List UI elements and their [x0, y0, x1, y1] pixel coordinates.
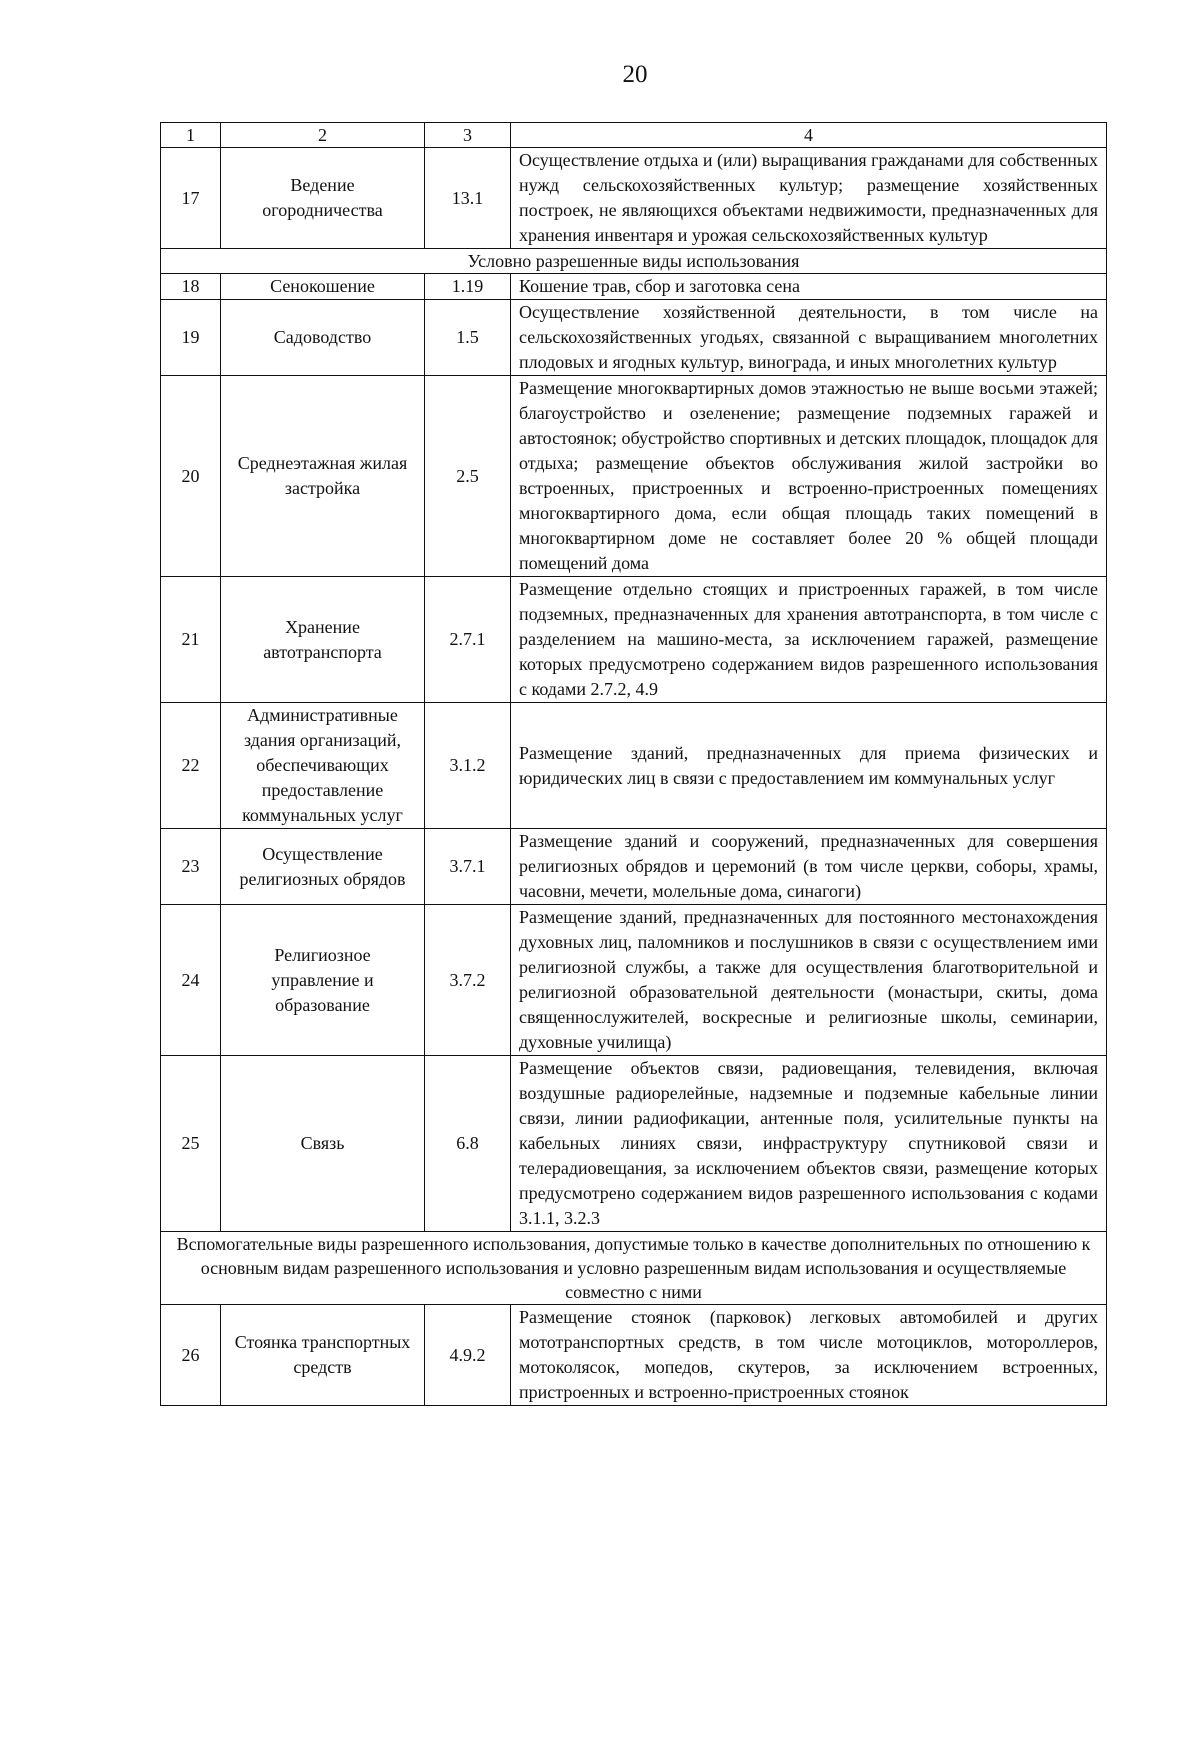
row-use-description: Размещение отдельно стоящих и пристроенных гаражей, в том числе подземных, предназначенных для хранения автотранспорта, в том числе с разделением на машино-места, за исключением гаражей, размещение которых предусмотрено содержанием видов разрешенного использования с кодами 2.7.2, 4.9 — [511, 577, 1107, 703]
row-use-name: Религиозное управление и образование — [221, 905, 425, 1056]
row-use-description: Кошение трав, сбор и заготовка сена — [511, 274, 1107, 300]
table-row — [161, 148, 1107, 249]
table-row — [161, 376, 1107, 577]
row-number: 24 — [161, 905, 221, 1056]
row-number: 26 — [161, 1305, 221, 1406]
row-use-code: 3.7.2 — [425, 905, 511, 1056]
section-title: Условно разрешенные виды использования — [161, 249, 1107, 274]
row-use-description: Размещение зданий, предназначенных для постоянного местонахождения духовных лиц, паломников и послушников в связи с осуществлением ими религиозной службы, а также для осуществления благотворительной и религиозной образовательной деятельности (монастыри, скиты, дома священнослужителей, воскресные и религиозные школы, семинарии, духовные училища) — [511, 905, 1107, 1056]
row-number: 17 — [161, 148, 221, 249]
row-use-code: 1.19 — [425, 274, 511, 300]
column-number-4: 4 — [511, 123, 1107, 148]
row-use-name: Стоянка транспортных средств — [221, 1305, 425, 1406]
column-number-row — [161, 123, 1107, 148]
row-use-description: Размещение зданий и сооружений, предназначенных для совершения религиозных обрядов и церемоний (в том числе церкви, соборы, храмы, часовни, мечети, молельные дома, синагоги) — [511, 829, 1107, 905]
row-use-code: 2.7.1 — [425, 577, 511, 703]
row-use-code: 3.1.2 — [425, 703, 511, 829]
column-number-1: 1 — [161, 123, 221, 148]
row-use-description: Осуществление отдыха и (или) выращивания гражданами для собственных нужд сельскохозяйственных культур; размещение хозяйственных построек, не являющихся объектами недвижимости, предназначенных для хранения инвентаря и урожая сельскохозяйственных культур — [511, 148, 1107, 249]
row-use-description: Размещение объектов связи, радиовещания, телевидения, включая воздушные радиорелейные, надземные и подземные кабельные линии связи, линии радиофикации, антенные поля, усилительные пункты на кабельных линиях связи, инфраструктуру спутниковой связи и телерадиовещания, за исключением объектов связи, размещение которых предусмотрено содержанием видов разрешенного использования с кодами 3.1.1, 3.2.3 — [511, 1056, 1107, 1232]
row-use-name: Хранение автотранспорта — [221, 577, 425, 703]
row-use-name: Сенокошение — [221, 274, 425, 300]
row-use-description: Размещение стоянок (парковок) легковых автомобилей и других мототранспортных средств, в том числе мотоциклов, мотороллеров, мотоколясок, мопедов, скутеров, за исключением встроенных, пристроенных и встроенно-пристроенных стоянок — [511, 1305, 1107, 1406]
row-use-code: 6.8 — [425, 1056, 511, 1232]
row-number: 19 — [161, 300, 221, 376]
row-use-name: Осуществление религиозных обрядов — [221, 829, 425, 905]
row-use-description: Осуществление хозяйственной деятельности, в том числе на сельскохозяйственных угодьях, связанной с выращиванием многолетних плодовых и ягодных культур, винограда, и иных многолетних культур — [511, 300, 1107, 376]
row-number: 23 — [161, 829, 221, 905]
table-row — [161, 703, 1107, 829]
row-number: 18 — [161, 274, 221, 300]
table-row — [161, 274, 1107, 300]
row-use-name: Ведение огородничества — [221, 148, 425, 249]
column-number-2: 2 — [221, 123, 425, 148]
row-use-name: Административные здания организаций, обеспечивающих предоставление коммунальных услуг — [221, 703, 425, 829]
column-number-3: 3 — [425, 123, 511, 148]
row-number: 25 — [161, 1056, 221, 1232]
row-use-name: Связь — [221, 1056, 425, 1232]
row-use-code: 2.5 — [425, 376, 511, 577]
table-row — [161, 300, 1107, 376]
row-use-description: Размещение зданий, предназначенных для приема физических и юридических лиц в связи с предоставлением им коммунальных услуг — [511, 703, 1107, 829]
row-use-code: 4.9.2 — [425, 1305, 511, 1406]
table-row — [161, 577, 1107, 703]
row-use-code: 3.7.1 — [425, 829, 511, 905]
row-use-description: Размещение многоквартирных домов этажностью не выше восьми этажей; благоустройство и озеленение; размещение подземных гаражей и автостоянок; обустройство спортивных и детских площадок, площадок для отдыха; размещение объектов обслуживания жилой застройки во встроенных, пристроенных и встроенно-пристроенных помещениях многоквартирного дома, если общая площадь таких помещений в многоквартирном доме не составляет более 20 % общей площади помещений дома — [511, 376, 1107, 577]
page-number: 20 — [622, 61, 648, 88]
row-use-code: 1.5 — [425, 300, 511, 376]
section-title: Вспомогательные виды разрешенного использования, допустимые только в качестве дополнительных по отношению к основным видам разрешенного использования и условно разрешенным видам использования и осуществляемые совместно с ними — [161, 1232, 1107, 1305]
row-use-name: Среднеэтажная жилая застройка — [221, 376, 425, 577]
row-number: 22 — [161, 703, 221, 829]
row-use-code: 13.1 — [425, 148, 511, 249]
row-number: 20 — [161, 376, 221, 577]
table-row — [161, 1056, 1107, 1232]
table-row — [161, 829, 1107, 905]
table-row — [161, 1305, 1107, 1406]
section-header-row — [161, 1232, 1107, 1305]
land-use-table — [160, 122, 1107, 1406]
table-body — [161, 123, 1107, 1406]
section-header-row — [161, 249, 1107, 274]
table-row — [161, 905, 1107, 1056]
row-use-name: Садоводство — [221, 300, 425, 376]
row-number: 21 — [161, 577, 221, 703]
